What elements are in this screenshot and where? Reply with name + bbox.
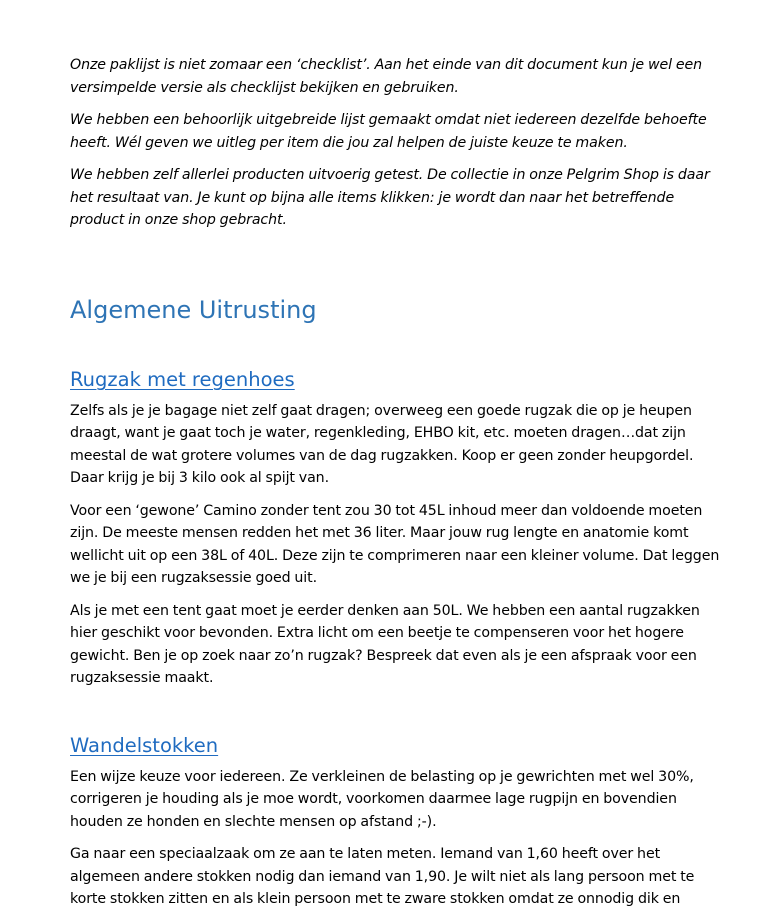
intro-section (70, 54, 730, 232)
intro-paragraph: We hebben een behoorlijk uitgebreide lijst gemaakt omdat niet iedereen dezelfde behoefte heeft. Wél geven we uitleg per item die jou zal helpen de juiste keuze te maken. (70, 112, 707, 151)
wandelstokken-heading-link[interactable]: Wandelstokken (70, 733, 219, 757)
body-paragraph: Een wijze keuze voor iedereen. Ze verkleinen de belasting op je gewrichten met wel 30%, corrigeren je houding als je moe wordt, voorkomen daarmee lage rugpijn en bovendien houden ze honden en slechte mensen op afstand ;-). (70, 768, 694, 830)
rugzak-body (70, 400, 730, 690)
intro-paragraph: Onze paklijst is niet zomaar een ‘checklist’. Aan het einde van dit document kun je wel een versimpelde versie als checklijst bekijken en gebruiken. (70, 57, 703, 96)
body-paragraph: Als je met een tent gaat moet je eerder denken aan 50L. We hebben een aantal rugzakken hier geschikt voor bevonden. Extra licht om een beetje te compenseren voor het hogere gewicht. Ben je op zoek naar zo’n rugzak? Bespreek dat even als je een afspraak voor een rugzaksessie maakt. (70, 602, 700, 686)
section-heading: Algemene Uitrusting (70, 295, 317, 324)
body-paragraph: Zelfs als je je bagage niet zelf gaat dragen; overweeg een goede rugzak die op je heupen draagt, want je gaat toch je water, regenkleding, EHBO kit, etc. moeten dragen…dat zijn meestal de wat grotere volumes van de dag rugzakken. Koop er geen zonder heupgordel. Daar krijg je bij 3 kilo ook al spijt van. (70, 402, 694, 486)
document-page (70, 54, 730, 921)
body-paragraph: Ga naar een speciaalzaak om ze aan te laten meten. Iemand van 1,60 heeft over het algemeen andere stokken nodig dan iemand van 1,90. Je wilt niet als lang persoon met te korte stokken zitten en als klein persoon met te zware stokken omdat ze onnodig dik en (70, 846, 695, 907)
intro-paragraph: We hebben zelf allerlei producten uitvoerig getest. De collectie in onze Pelgrim Shop is daar het resultaat van. Je kunt op bijna alle items klikken: je wordt dan naar het betreffende product in onze shop gebracht. (70, 167, 710, 228)
wandelstokken-body (70, 766, 730, 911)
body-paragraph: Voor een ‘gewone’ Camino zonder tent zou 30 tot 45L inhoud meer dan voldoende moeten zijn. De meeste mensen redden het met 36 liter. Maar jouw rug lengte en anatomie komt wellicht uit op een 38L of 40L. Deze zijn te comprimeren naar een kleiner volume. Dat leggen we je bij een rugzaksessie goed uit. (70, 502, 720, 586)
rugzak-heading-link[interactable]: Rugzak met regenhoes (70, 367, 295, 391)
